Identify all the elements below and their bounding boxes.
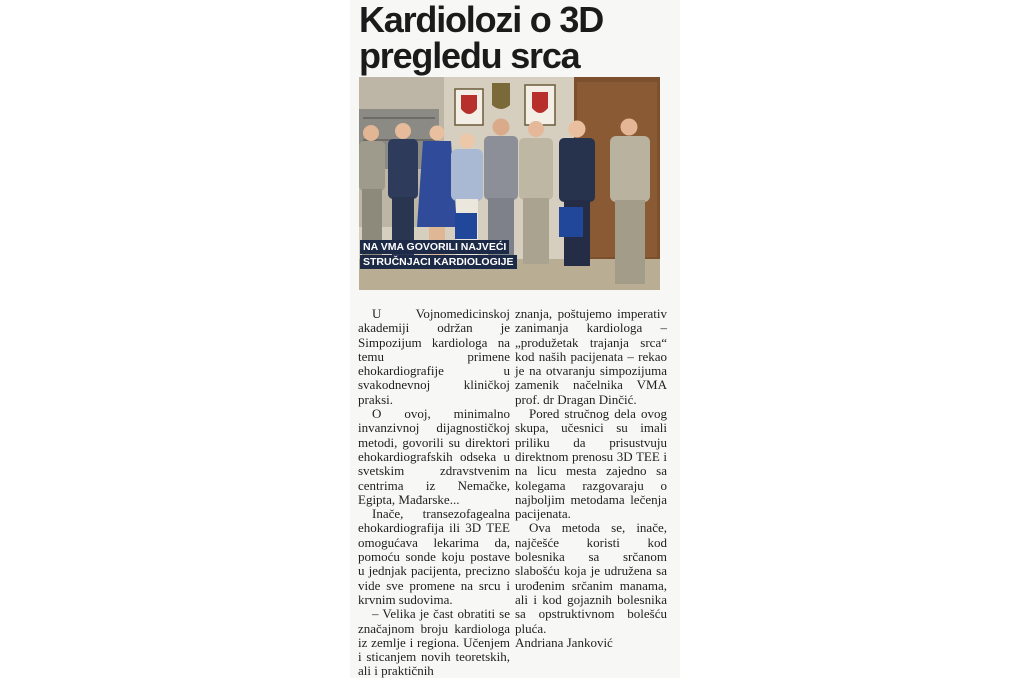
caption-line-2: STRUČNJACI KARDIOLOGIJE: [360, 255, 517, 269]
paragraph-3: Inače, transezofagealna ehokardiografija ili 3D TEE omogućava lekarima da, pomoću sonde koju postave u jednjak pacijenta, precizno vide sve promene na srcu i krvnim sudovima.: [358, 506, 510, 607]
article-headline: [359, 2, 679, 74]
paragraph-5: znanja, poštujemo imperativ zanimanja kardiologa – „produžetak trajanja srca“ kod naših pacijenata – rekao je na otvaranju simpozijuma zamenik načelnika VMA prof. dr Dragan Dinčić.: [515, 306, 667, 407]
paragraph-1: U Vojnomedicinskoj akademiji održan je Simpozijum kardiologa na temu primene ehokardiografije u svakodnevnoj kliničkoj praksi.: [358, 306, 510, 407]
paragraph-2: O ovoj, minimalno invanzivnoj dijagnostičkoj metodi, govorili su direktori ehokardiografskih odseka u svetskim zdravstvenim centrima iz Nemačke, Egipta, Mađarske...: [358, 406, 510, 507]
article-author: Andriana Janković: [515, 634, 613, 650]
caption-line-1: NA VMA GOVORILI NAJVEĆI: [360, 240, 509, 254]
article-column-1: [358, 307, 510, 679]
paragraph-7: Ova metoda se, inače, najčešće koristi kod bolesnika sa srčanom slabošću koja je udružena sa urođenim srčanim manama, ali i kod gojaznih bolesnika sa opstruktivnom bolešću pluća.: [515, 520, 667, 636]
paragraph-4: – Velika je čast obratiti se značajnom broju kardiologa iz zemlje i regiona. Učenjem i sticanjem novih teoretskih, ali i praktičnih: [358, 606, 510, 679]
article-column-2: [515, 307, 667, 650]
photo-caption: [360, 240, 517, 270]
paragraph-6: Pored stručnog dela ovog skupa, učesnici su imali priliku da prisustvuju direktnom prenosu 3D TEE i na licu mesta zajedno sa kolegama razgovaraju o najboljim metodama lečenja pacijenata.: [515, 406, 667, 522]
headline-line-1: Kardiolozi o 3D: [359, 0, 604, 40]
headline-line-2: pregledu srca: [359, 35, 580, 76]
